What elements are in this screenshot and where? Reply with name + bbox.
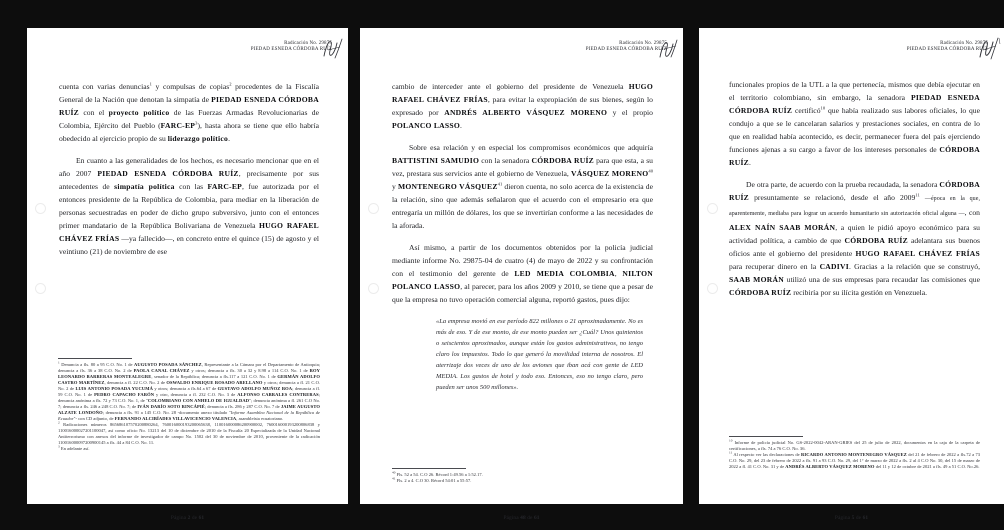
footnotes-block [27,358,348,452]
footnote: $^2$ Radicaciones números 865686107570200880264, 760016000193200065638, 110016000086200900002, 760016000193200806838 y 110016000027201100047, así como oficio No. 13213 del 10 de diciembre de 2010 de la Fiscalía 20 Especializada de la Unidad Nacional Antiterrorismo con anexos del informe de investigador de campo No. 1502 del 30 de noviembre de 2010, proveniente de la radicación 110016000097200900145 a fls. 44 a 84 C.O. No. 11. [58,420,320,445]
radicacion-label: Radicación No. 29875 [940,41,988,46]
party-name-label: PIEDAD ESNEDA CÓRDOBA RUÍZ [585,46,667,52]
document-page-1 [27,28,348,521]
document-page-2 [360,28,683,521]
footnotes-block [360,468,683,484]
footnote: $^3$ En adelante así. [58,444,90,451]
handwritten-initials-icon [976,36,1002,62]
footnote: $^1$ Denuncia a fls. 80 a 95 C.O. No. 1 de AUGUSTO POSADA SÁNCHEZ, Representante a la Cámara por el Departamento de Antioquia; denuncia a fls. 36 a 38 C.O. No. 2 de PAOLA CANAL CHÁVEZ y otros; denuncia a fls. 30 a 32 y 8.98 a 114 C.O. No. 1 de ROY LEONARDO BARRERAS MONTEALEGRE, senador de la República; denuncia a fls.117 a 121 C.O. No. 1 de GERMÁN ADOLFO CASTRO MARTÍNEZ, denuncia a fl. 22 C.O. No. 2 de OSWALDO ENRIQUE ROSADO ARELLANO y otros; denuncia a fl. 21 C.O. No. 2 de LUIS ANTONIO POSADA YUCUMÁ y otros; denuncia a fls.64 a 67 de GUSTAVO ADOLFO MUÑOZ ROA; denuncia a fl. 59 C.O. No. 1 de PEDRO CAPACHO FARÓN y otro, denuncia a fl. 232 C.O. No. 3 de ALFONSO CABRALES CONTRERAS; denuncia anónima a fls. 72 y 73 C.O. No. 1, de "COLOMBIANO CON ANHELO DE IGUALDAD"; denuncia anónima a fl. 261 C.O No. 7; denuncia a fls. 246 a 248 C.O. No. 7; de IVÁN DARÍO SOTO RINCÁPIÉ; denuncia a fls. 286 y 287 C.O. No. 7 de JAIME AUGUSTO ALZATE LONDOÑO; denuncia a fls. 91 a 145 C.O. No. 28 -documento anexo titulado "Informe Asamblea Nacional de la República de Ecuador"- con CD adjunto, de FERNANDO ALCIBÍADES VILLAVICENCIO VALENCIA, asambleísta ecuatoriano. [58,360,321,421]
handwritten-initials-icon [655,36,681,62]
footnote: $^{40}$ Fls. 52 a 54. C.O 26. Récord 1:49.56 a 1:52.17. [392,470,483,477]
page-number-footer: Página 5 de 61 [834,515,869,521]
page-body [360,80,683,393]
paragraph: cuenta con varias denuncias$^1$ y compulsas de copias$^2$ procedentes de la Fiscalía General de la Nación que denotan la simpatía de PIEDAD ESNEDA CÓRDOBA RUÍZ con el proyecto político de las Fuerzas Armadas Revolucionarias de Colombia, Ejército del Pueblo $(FARC-EP^3)$, hasta ahora se tiene que ello habría obedecido al ejercicio propio de su liderazgo político. [59,81,320,143]
footnote: $^{10}$ Informe de policía judicial No. GS-2022-0042-ARAN-GRIES del 25 de julio de 2022, documentos en la caja de la carpeta de certificaciones, a fls. 74 a 76 C.O. No. 36. [729,438,980,451]
party-name-label: PIEDAD ESNEDA CÓRDOBA RUÍZ [906,46,988,52]
page-body [699,78,1004,308]
footnote: $^{11}$ Al respecto ver las declaraciones de RICARDO ANTONIO MONTENEGRO VÁSQUEZ del 21 de febrero de 2022 a fls.72 a 73 C.O. No. 29, del 23 de febrero de 2022 a fls. 91 a 93 C.O. No. 29, del 1° de marzo de 2022 a fls. 2 al 4 C.O No. 30, del 15 de marzo de 2022 a fl. 41 C.O. No. 31 y de ANDRÉS ALBERTO VÁSQUEZ MORENO del 11 y 12 de octubre de 2021 a fls. 49 a 51 C.O. No.26. [729,450,981,469]
page-body [27,80,348,267]
paragraph: Sobre esa relación y en especial los compromisos económicos que adquiría BATTISTINI SAMUDIO con la senadora CÓRDOBA RUÍZ para que esta, a su vez, prestara sus servicios ante el gobierno de Venezuela, VÁSQUEZ MORENO$^{40}$ y MONTENEGRO VÁSQUEZ$^{41}$ dieron cuenta, no solo acerca de la existencia de la relación, sino que además señalaron que el acuerdo con el empresario era que entregaría un millón de dólares, los que se invertirían conforme a las necesidades de la aforada. [392,143,654,230]
paragraph: En cuanto a las generalidades de los hechos, es necesario mencionar que en el año 2007 PIEDAD ESNEDA CÓRDOBA RUÍZ, precisamente por sus antecedentes de simpatía política con las FARC-EP, fue autorizada por el entonces presidente de la República de Colombia, para mediar en la liberación de personas secuestradas en poder de dicho grupo subversivo, junto con el entonces primer mandatario de la República Bolivariana de Venezuela HUGO RAFAEL CHÁVEZ FRÍAS —ya fallecido—, en concreto entre el quince (15) de agosto y el veintiuno (21) de noviembre de ese [59,156,319,256]
footnote-divider [58,358,132,359]
paragraph: cambio de interceder ante el gobierno del presidente de Venezuela HUGO RAFAEL CHÁVEZ FRÍAS, para evitar la expropiación de sus bienes, según lo expresado por ANDRÉS ALBERTO VÁSQUEZ MORENO y el propio POLANCO LASSO. [392,82,653,130]
party-name-label: PIEDAD ESNEDA CÓRDOBA RUÍZ [250,46,332,52]
paragraph: funcionales propios de la UTL a la que pertenecía, mismos que debía ejecutar en el territorio colombiano, sin embargo, la senadora PIEDAD ESNEDA CÓRDOBA RUÍZ certificó$^{10}$ que había realizado sus labores oficiales, lo que condujo a que se le cancelaran salarios y prestaciones sociales, en contra de lo que en realidad había acontecido, es decir, permanecer fuera del país ejerciendo funciones ajenas a su cargo a favor de los intereses personales de CÓRDOBA RUÍZ. [729,80,980,167]
footnote: $^{41}$ Fls. 2 a 4. C.O 30. Récord 54:01 a 55:57. [392,476,472,483]
block-quote: «La empresa movió en ese período 822 millones o 21 aproximadamente. No es más de eso. Y de ese monto, de ese monto pueden ser ¿Cuál? Unos quinientos o seiscientos aproximados, aunque están los gastos administrativos, no tengo claro los impuestos. Todo lo que generó la movilidad interna de nosotros. El aterrizaje dos veces de uno de los aviones que iban acá con gente de LED MEDIA. Los gastos de hotel y todo eso. Entonces, eso no tengo claro, pero pueden ser unos 500 millones». [436,318,643,391]
footnote-divider [392,468,466,469]
handwritten-initials-icon [320,36,346,62]
footnotes-block [699,436,1004,470]
footnote-divider [729,436,803,437]
document-page-3 [699,28,1004,521]
paragraph: Así mismo, a partir de los documentos obtenidos por la policía judicial mediante informe No. 29875-04 de cuatro (4) de mayo de 2022 y su confrontación con el testimonio del gerente de LED MEDIA COLOMBIA, NILTON POLANCO LASSO, al parecer, para los años 2009 y 2010, se tiene que a pesar de que la empresa no tuvo operación comercial alguna, reportó gastos, pues dijo: [392,243,653,304]
punch-hole-icon [35,283,46,294]
page-number-footer: Página 48 de 61 [503,515,540,521]
paragraph: De otra parte, de acuerdo con la prueba recaudada, la senadora CÓRDOBA RUÍZ presuntamente se relacionó, desde el año 2009$^{11}$ —época en la que, aparentemente, mediaba para lograr un acuerdo humanitario sin autorización oficial alguna —, con ALEX NAÍN SAAB MORÁN, a quien le pidió apoyo económico para su actividad política, a cambio de que CÓRDOBA RUÍZ adelantara sus buenos oficios ante el gobierno del presidente HUGO RAFAEL CHÁVEZ FRÍAS para recuperar dinero en la CADIVI. Gracias a la relación que se construyó, SAAB MORÁN utilizó una de sus empresas para recaudar las comisiones que CÓRDOBA RUÍZ recibiría por su ilícita gestión en Venezuela. [729,180,981,297]
radicacion-label: Radicación No. 29875 [619,41,667,46]
radicacion-label: Radicación No. 29875 [284,41,332,46]
page-number-footer: Página 2 de 61 [170,515,205,521]
